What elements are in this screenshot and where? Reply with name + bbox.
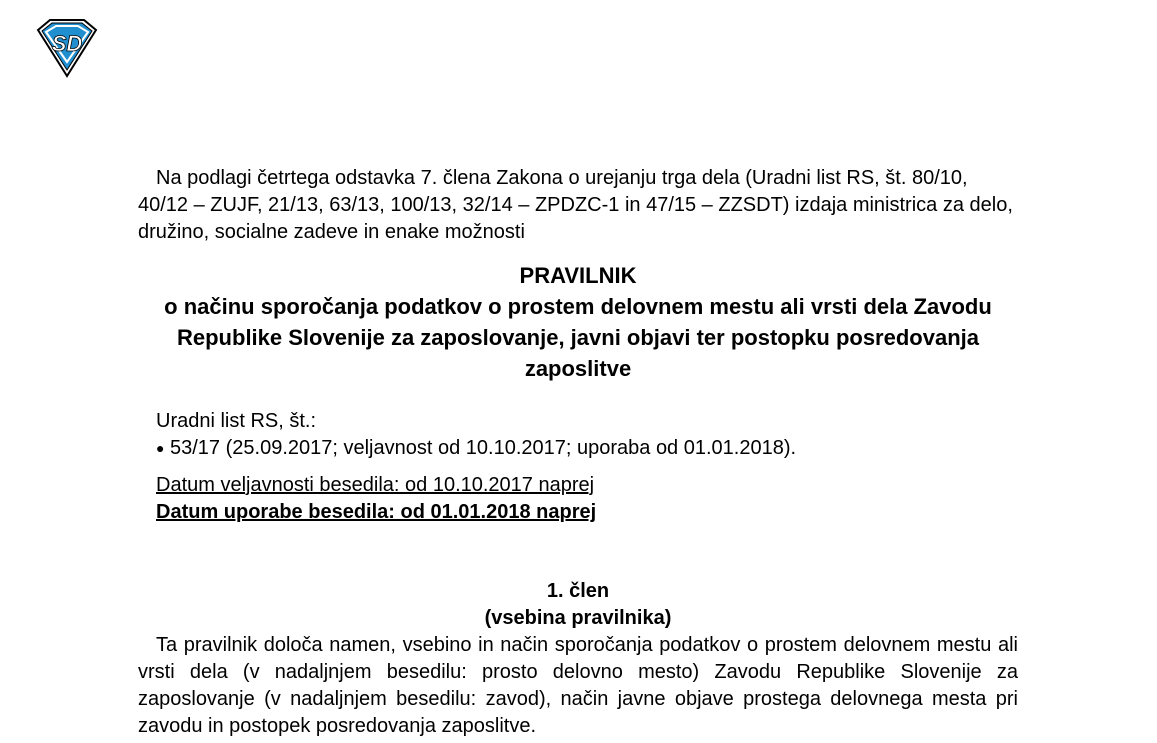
document-body [138,165,1018,740]
intro-paragraph: Na podlagi četrtega odstavka 7. člena Zakona o urejanju trga dela (Uradni list RS, št. 80/10, 40/12 – ZUJF, 21/13, 63/13, 100/13, 32/14 – ZPDZC-1 in 47/15 – ZZSDT) izdaja ministrica za delo, družino, socialne zadeve in enake možnosti [138,167,1013,243]
article-1-heading: (vsebina pravilnika) [484,607,672,629]
document-title [138,260,1018,384]
gazette-block [156,408,1018,462]
article-1-header [138,578,1018,632]
article-1-text: Ta pravilnik določa namen, vsebino in način sporočanja podatkov o prostem delovnem mestu ali vrsti dela (v nadaljnjem besedilu: prosto delovno mesto) Zavodu Republike Slovenije za zaposlovanje (v nadaljnjem besedilu: zavod), način javne objave prostega delovnega mesta pri zavodu in postopek posredovanja zaposlitve. [138,634,1018,737]
article-1-number: 1. člen [546,580,610,602]
dates-block [156,472,1018,526]
gazette-item [156,435,1018,462]
application-date: Datum uporabe besedila: od 01.01.2018 naprej [156,501,597,523]
gazette-ref: Uradni list RS, št.: [156,410,317,432]
logo [30,18,104,78]
bullet-icon: ● [156,440,165,456]
gazette-item-text: 53/17 (25.09.2017; veljavnost od 10.10.2017; uporaba od 01.01.2018). [170,437,797,459]
title-main: PRAVILNIK [519,263,637,288]
title-sub: o načinu sporočanja podatkov o prostem delovnem mestu ali vrsti dela Zavodu Republike Slovenije za zaposlovanje, javni objavi ter postopku posredovanja zaposlitve [164,294,992,381]
validity-date: Datum veljavnosti besedila: od 10.10.2017 naprej [156,474,595,496]
logo-letters: SD [51,31,83,56]
